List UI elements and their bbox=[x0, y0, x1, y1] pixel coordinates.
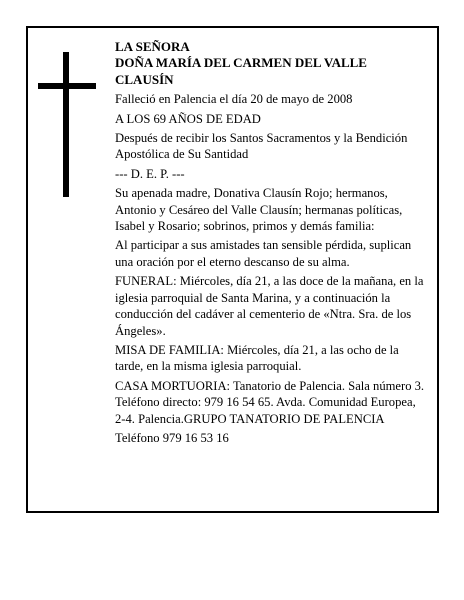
deceased-name: DOÑA MARÍA DEL CARMEN DEL VALLE CLAUSÍN bbox=[115, 55, 367, 87]
cross-icon-vertical-bar bbox=[63, 52, 69, 197]
mortuary-info: CASA MORTUORIA: Tanatorio de Palencia. Sala número 3. Teléfono directo: 979 16 54 65. Avda. Comunidad Europea, 2-4. Palencia.GRUPO TANATORIO DE PALENCIA bbox=[115, 378, 425, 426]
rip-line: --- D. E. P. --- bbox=[115, 166, 185, 181]
funeral-info: FUNERAL: Miércoles, día 21, a las doce de la mañana, en la iglesia parroquial de Santa Marina, y a continuación la conducción del cadáver al cementerio de «Ntra. Sra. de los Ángeles». bbox=[115, 274, 424, 338]
cross-icon-horizontal-bar bbox=[38, 83, 96, 89]
sacraments-line: Después de recibir los Santos Sacramentos y la Bendición Apostólica de Su Santidad bbox=[115, 131, 408, 162]
title-line-1: LA SEÑORA bbox=[115, 39, 190, 54]
death-notice: Falleció en Palencia el día 20 de mayo de 2008 bbox=[115, 92, 353, 107]
age-line: A LOS 69 AÑOS DE EDAD bbox=[115, 111, 261, 126]
family-list: Su apenada madre, Donativa Clausín Rojo; hermanos, Antonio y Cesáreo del Valle Clausín; hermanas políticas, Isabel y Rosario; sobrinos, primos y demás familia: bbox=[115, 186, 403, 234]
phone-line: Teléfono 979 16 53 16 bbox=[115, 430, 229, 445]
prayer-request: Al participar a sus amistades tan sensible pérdida, suplican una oración por el eterno descanso de su alma. bbox=[115, 238, 412, 269]
obituary-text bbox=[115, 39, 425, 449]
family-mass-info: MISA DE FAMILIA: Miércoles, día 21, a las ocho de la tarde, en la misma iglesia parroquial. bbox=[115, 342, 399, 374]
